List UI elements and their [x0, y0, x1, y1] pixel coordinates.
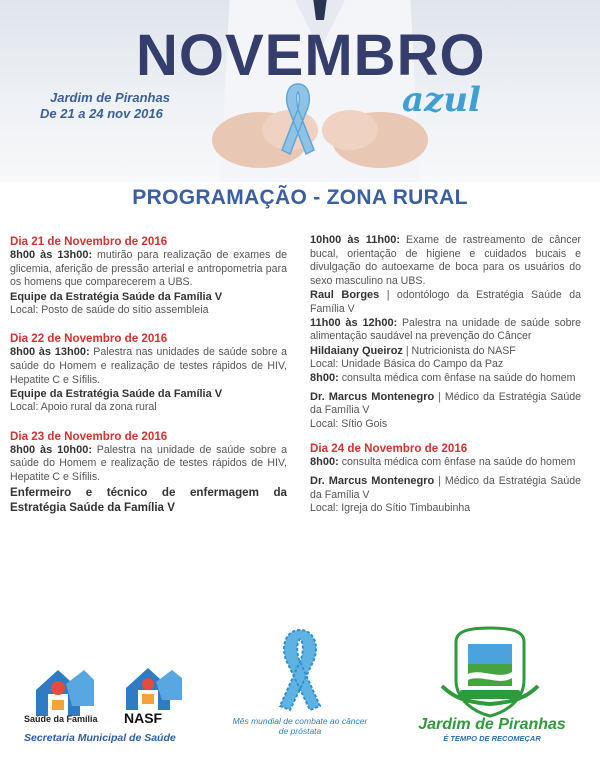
header-place: Jardim de Piranhas [50, 90, 170, 105]
activity-time: 10h00 às 11h00: [310, 234, 400, 246]
activity-text: Exame de rastreamento de câncer bucal, orientação de higiene e cuidados bucais e divulgação do autoexame de boca para os usuários do sexo masculino na UBS. [310, 234, 581, 287]
responsible-name: Hildaiany Queiroz [310, 344, 403, 357]
activity-text: Palestra na unidade de saúde sobre a saúde do Homem e realização de testes rápidos de HIV, Hepatite C e Sífilis. [10, 443, 287, 483]
activity-time: 11h00 às 12h00: [310, 316, 398, 329]
responsible-role: | odontólogo da Estratégia Saúde da Família V [310, 289, 581, 315]
activity-text: consulta médica com ênfase na saúde do homem [338, 456, 576, 469]
responsible-role: | Médico da Estratégia Saúde da Família V [310, 474, 581, 501]
campaign-slogan: Mês mundial de combate ao câncer de próstata [232, 716, 368, 736]
activity-description [10, 444, 287, 485]
activity-text: Palestra na unidade de saúde sobre alimentação saudável na prevenção do Câncer [310, 316, 581, 343]
responsible-line [310, 288, 581, 316]
activity-local: Local: Apoio rural da zona rural [10, 401, 157, 414]
team-name: Enfermeiro e técnico de enfermagem da Estratégia Saúde da Família V [10, 485, 287, 514]
responsible-line [310, 344, 581, 359]
header-dates: De 21 a 24 nov 2016 [40, 106, 163, 121]
saude-da-familia-label: Saúde da Família [24, 714, 98, 724]
activity-description [310, 372, 581, 386]
activity-local: Local: Sítio Gois [310, 417, 388, 430]
campaign-subtitle: azul [402, 80, 481, 120]
city-name: Jardim de Piranhas [418, 716, 566, 733]
team-name: Equipe da Estratégia Saúde da Família V [10, 290, 223, 303]
responsible-role: | Médico da Estratégia Saúde da Família V [310, 390, 581, 417]
activity-time: 8h00 às 10h00: [10, 443, 92, 456]
activity-text: mutirão para realização de exames de glicemia, aferição de pressão arterial e antropometria para os homens que comparecerem a UBS. [10, 249, 287, 289]
responsible-name: Dr. Marcus Montenegro [310, 390, 435, 403]
day-heading: Dia 23 de Novembro de 2016 [10, 429, 168, 443]
blue-ribbon-icon [268, 626, 332, 714]
responsible-line [310, 390, 581, 418]
responsible-name: Dr. Marcus Montenegro [310, 474, 435, 487]
activity-text: consulta médica com ênfase na saúde do homem [338, 371, 576, 384]
schedule-left-column [10, 234, 287, 515]
activity-time: 8h00: [310, 371, 339, 384]
campaign-title: NOVEMBRO [136, 23, 486, 88]
footer-logos [0, 620, 600, 759]
schedule-right-column [310, 234, 581, 516]
secretaria-label: Secretaria Municipal de Saúde [24, 732, 176, 744]
team-name: Equipe da Estratégia Saúde da Família V [10, 388, 223, 401]
activity-description [10, 249, 287, 290]
responsible-line [310, 474, 581, 502]
activity-time: 8h00 às 13h00: [10, 249, 93, 261]
activity-local: Local: Igreja do Sítio Timbaubinha [310, 502, 471, 515]
activity-description [310, 456, 581, 470]
activity-description [310, 317, 581, 344]
city-slogan: É TEMPO DE RECOMEÇAR [443, 734, 541, 743]
nasf-label: NASF [124, 710, 163, 726]
responsible-role: | Nutricionista do NASF [402, 344, 516, 357]
responsible-name: Raul Borges [310, 289, 380, 302]
program-title: PROGRAMAÇÃO - ZONA RURAL [132, 186, 468, 209]
header-banner [0, 0, 600, 182]
blue-ribbon-icon [276, 80, 320, 160]
activity-time: 8h00 às 13h00: [10, 346, 90, 359]
activity-description [10, 346, 287, 387]
city-coat-of-arms [436, 626, 544, 720]
activity-local: Local: Unidade Básica do Campo da Paz [310, 358, 504, 371]
activity-local: Local: Posto de saúde do sítio assembleia [10, 303, 209, 316]
day-heading: Dia 24 de Novembro de 2016 [310, 442, 468, 456]
activity-description [310, 234, 581, 288]
activity-time: 8h00: [310, 456, 339, 469]
day-heading: Dia 22 de Novembro de 2016 [10, 332, 168, 346]
day-heading: Dia 21 de Novembro de 2016 [10, 235, 168, 248]
activity-text: Palestra nas unidades de saúde sobre a saúde do Homem e realização de testes rápidos de HIV, Hepatite C e Sífilis. [10, 346, 287, 386]
